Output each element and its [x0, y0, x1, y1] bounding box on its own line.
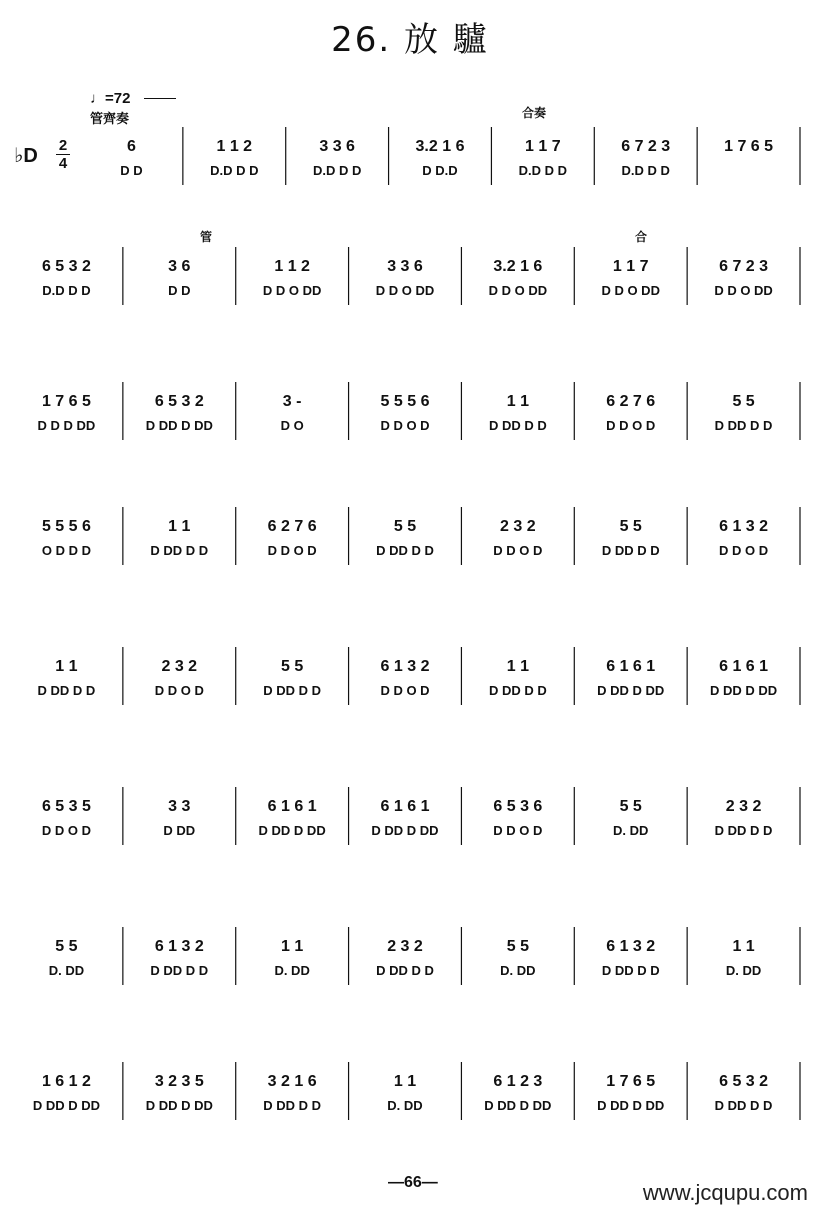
accompaniment-measure: D.D D D: [518, 163, 568, 178]
melody-measure: 1 7 6 5: [724, 138, 774, 155]
accompaniment-measure: D DD D D: [150, 543, 209, 558]
accompaniment-measure: D DD D DD: [145, 1098, 213, 1113]
melody-measure: 1 7 6 5: [41, 393, 91, 410]
melody-measure: 6 2 7 6: [267, 518, 317, 535]
accompaniment-measure: D D O D: [380, 418, 430, 433]
melody-measure: 3.2 1 6: [415, 138, 465, 155]
accompaniment-measure: D DD D DD: [32, 1098, 101, 1113]
row-5: [38, 647, 800, 705]
melody-measure: 3 6: [168, 258, 191, 275]
accompaniment-measure: D D O D: [493, 823, 543, 838]
accompaniment-measure: D DD D D: [150, 963, 209, 978]
accompaniment-measure: D D O DD: [262, 283, 322, 298]
melody-measure: 3 3 6: [387, 258, 423, 275]
accompaniment-measure: D DD D DD: [258, 823, 326, 838]
accompaniment-measure: D D O D: [606, 418, 656, 433]
melody-measure: 5 5: [281, 658, 304, 675]
melody-measure: 5 5: [55, 938, 78, 955]
accompaniment-measure: D DD D DD: [145, 418, 213, 433]
ensemble-mark: 合奏: [522, 106, 547, 120]
melody-measure: 3 3 6: [319, 138, 355, 155]
watermark: www.jcqupu.com: [642, 1180, 808, 1205]
melody-measure: 1 1 2: [274, 258, 310, 275]
accompaniment-measure: D DD D D: [601, 543, 660, 558]
accompaniment-measure: D D: [168, 283, 191, 298]
melody-measure: 1 1 7: [612, 258, 649, 275]
row-1: [120, 127, 800, 185]
melody-measure: 6 5 3 6: [493, 798, 543, 815]
melody-measure: 6 5 3 2: [154, 393, 204, 410]
melody-measure: 5 5: [393, 518, 417, 535]
melody-measure: 5 5: [619, 798, 642, 815]
accompaniment-measure: D DD D D: [601, 963, 660, 978]
row-2: [42, 247, 800, 305]
melody-measure: 6 5 3 2: [41, 258, 91, 275]
melody-measure: 6: [126, 138, 136, 155]
accompaniment-measure: D DD D DD: [597, 683, 665, 698]
accompaniment-measure: D.D D D: [621, 163, 670, 178]
accompaniment-measure: D DD D D: [263, 1098, 322, 1113]
melody-measure: 2 3 2: [500, 518, 536, 535]
accompaniment-measure: D. DD: [48, 963, 85, 978]
accompaniment-measure: D. DD: [387, 1098, 423, 1113]
accompaniment-measure: D.D D D: [42, 283, 91, 298]
melody-measure: 6 1 2 3: [493, 1073, 543, 1090]
melody-measure: 5 5: [732, 393, 755, 410]
melody-measure: 6 1 6 1: [606, 658, 656, 675]
melody-measure: 6 1 3 2: [380, 658, 430, 675]
accompaniment-measure: D. DD: [500, 963, 536, 978]
row-7: [49, 927, 800, 985]
accompaniment-measure: D DD D D: [376, 543, 434, 558]
time-signature-bottom: 4: [58, 155, 68, 172]
guan-mark: 管: [200, 230, 213, 244]
accompaniment-measure: D D O D: [154, 683, 204, 698]
he-mark: 合: [635, 230, 648, 244]
accompaniment-measure: D D.D: [422, 163, 458, 178]
accompaniment-measure: D DD D D: [488, 683, 547, 698]
accompaniment-measure: D DD D DD: [371, 823, 439, 838]
accompaniment-measure: D. DD: [274, 963, 310, 978]
melody-measure: 6 5 3 2: [719, 1073, 769, 1090]
melody-measure: 3 3: [168, 798, 191, 815]
key-signature: ♭D: [14, 145, 38, 167]
accompaniment-measure: D DD D D: [37, 683, 96, 698]
melody-measure: 3 -: [282, 393, 302, 410]
melody-measure: 6 1 6 1: [267, 798, 317, 815]
accompaniment-measure: D DD D DD: [709, 683, 778, 698]
melody-measure: 5 5 5 6: [380, 393, 430, 410]
melody-measure: 5 5: [619, 518, 642, 535]
accompaniment-measure: D D O D: [380, 683, 430, 698]
melody-measure: 6 1 3 2: [606, 938, 656, 955]
melody-measure: 1 1: [168, 518, 191, 535]
melody-measure: 2 3 2: [387, 938, 423, 955]
tempo-marking: ♩=72: [90, 90, 131, 107]
accompaniment-measure: D DD D D: [714, 1098, 773, 1113]
melody-measure: 1 1: [281, 938, 304, 955]
melody-measure: 1 7 6 5: [606, 1073, 656, 1090]
melody-measure: 6 1 6 1: [380, 798, 430, 815]
accompaniment-measure: D DD D D: [376, 963, 434, 978]
accompaniment-measure: D.D D D: [312, 163, 362, 178]
accompaniment-measure: D D O D: [41, 823, 91, 838]
melody-measure: 1 1: [732, 938, 755, 955]
melody-measure: 6 1 6 1: [719, 658, 769, 675]
melody-measure: 6 2 7 6: [606, 393, 656, 410]
melody-measure: 1 6 1 2: [41, 1073, 91, 1090]
accompaniment-measure: D D O D: [493, 543, 543, 558]
accompaniment-measure: D D O D: [719, 543, 769, 558]
melody-measure: 5 5: [506, 938, 529, 955]
row-8: [33, 1062, 800, 1120]
accompaniment-measure: D D O D: [267, 543, 317, 558]
page-number: —66—: [388, 1174, 438, 1191]
accompaniment-measure: D DD D D: [714, 418, 773, 433]
accompaniment-measure: D O: [280, 418, 304, 433]
accompaniment-measure: D DD D DD: [484, 1098, 552, 1113]
row-4: [42, 507, 800, 565]
melody-measure: 1 1: [55, 658, 78, 675]
accompaniment-measure: D DD D D: [488, 418, 547, 433]
melody-measure: 1 1 7: [525, 138, 561, 155]
melody-measure: 3.2 1 6: [493, 258, 543, 275]
melody-measure: 5 5 5 6: [41, 518, 91, 535]
accompaniment-measure: D D: [120, 163, 143, 178]
melody-measure: 2 3 2: [161, 658, 198, 675]
melody-measure: 6 7 2 3: [719, 258, 769, 275]
melody-measure: 3 2 3 5: [154, 1073, 204, 1090]
accompaniment-measure: D D D DD: [37, 418, 96, 433]
accompaniment-measure: D DD D D: [263, 683, 322, 698]
melody-measure: 6 1 3 2: [719, 518, 769, 535]
accompaniment-measure: D D O DD: [714, 283, 773, 298]
row-6: [42, 787, 800, 845]
tempo-label: 管齊奏: [90, 111, 130, 126]
row-3: [38, 382, 800, 440]
accompaniment-measure: D D O DD: [601, 283, 660, 298]
page-title: 26. 放 驢: [331, 20, 489, 60]
melody-measure: 1 1: [506, 393, 529, 410]
accompaniment-measure: O D D D: [41, 543, 91, 558]
time-signature-top: 2: [58, 137, 68, 154]
accompaniment-measure: D DD D D: [714, 823, 773, 838]
accompaniment-measure: D. DD: [613, 823, 649, 838]
melody-measure: 1 1 2: [216, 138, 253, 155]
melody-measure: 1 1: [393, 1073, 417, 1090]
accompaniment-measure: D DD D DD: [597, 1098, 665, 1113]
melody-measure: 6 5 3 5: [41, 798, 91, 815]
melody-measure: 2 3 2: [725, 798, 762, 815]
accompaniment-measure: D.D D D: [210, 163, 259, 178]
melody-measure: 3 2 1 6: [267, 1073, 317, 1090]
accompaniment-measure: D D O DD: [375, 283, 435, 298]
melody-measure: 6 1 3 2: [154, 938, 204, 955]
accompaniment-measure: D D O DD: [488, 283, 548, 298]
melody-measure: 1 1: [506, 658, 529, 675]
accompaniment-measure: D DD: [163, 823, 196, 838]
melody-measure: 6 7 2 3: [621, 138, 671, 155]
accompaniment-measure: D. DD: [725, 963, 762, 978]
